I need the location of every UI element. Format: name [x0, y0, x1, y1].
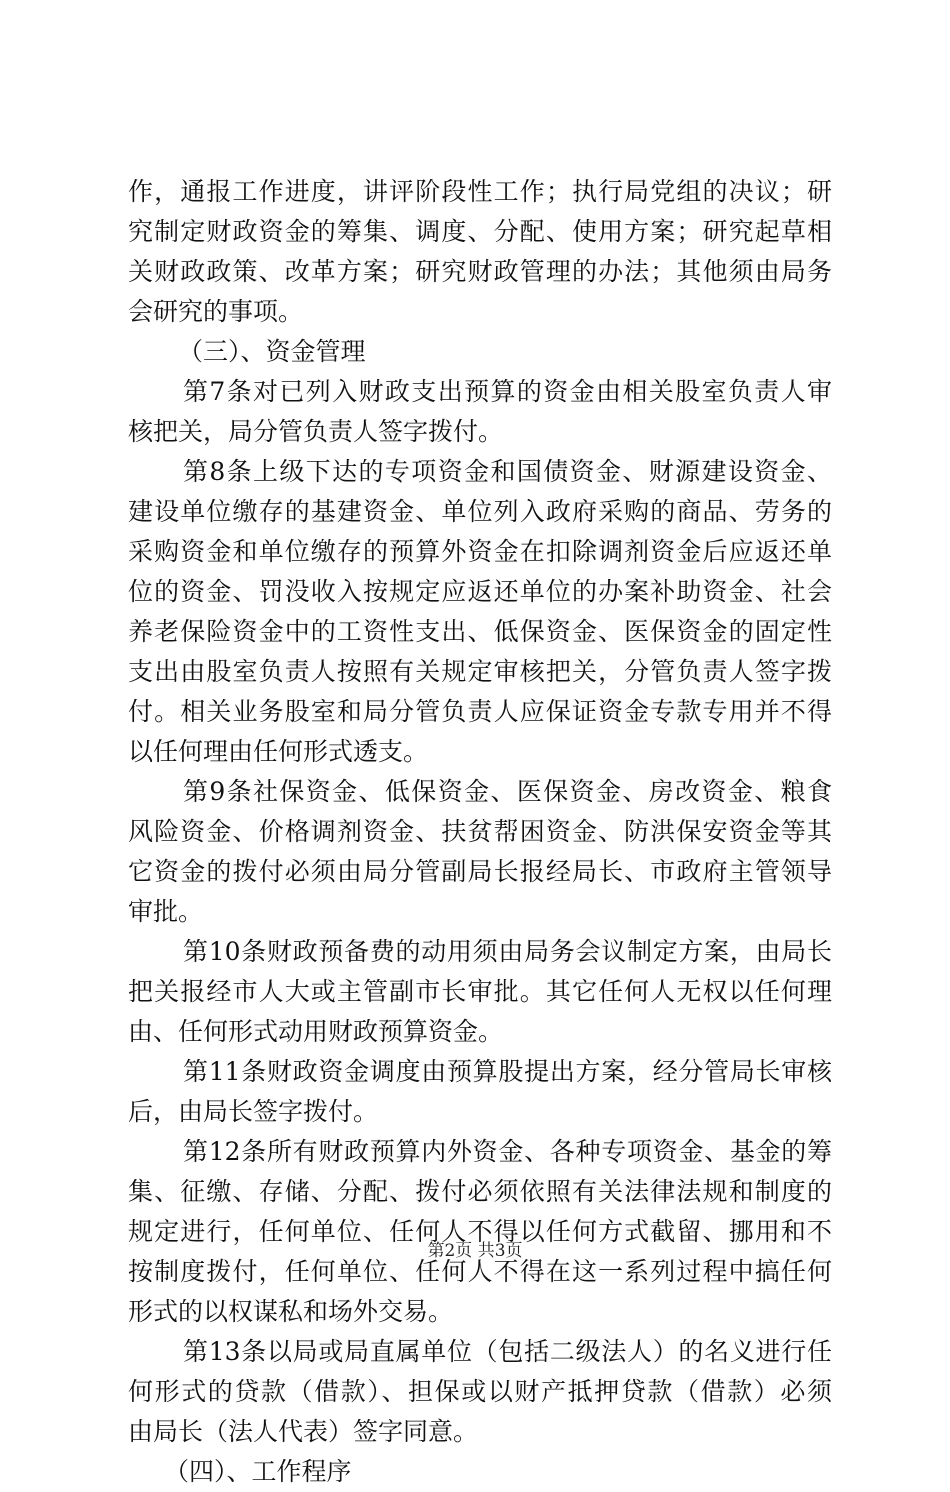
text-line: 关财政政策、改革方案；研究财政管理的办法；其他须由局务 [128, 257, 832, 286]
text-line: 以任何理由任何形式透支。 [128, 737, 429, 766]
text-line: 由局长（法人代表）签字同意。 [128, 1417, 479, 1446]
text-line: 把关报经市人大或主管副市长审批。其它任何人无权以任何理 [128, 977, 832, 1006]
text-line: 付。相关业务股室和局分管负责人应保证资金专款专用并不得 [128, 697, 832, 726]
text-line: 规定进行，任何单位、任何人不得以任何方式截留、挪用和不 [128, 1217, 832, 1246]
text-line: 采购资金和单位缴存的预算外资金在扣除调剂资金后应返还单 [128, 537, 832, 566]
text-line: 后，由局长签字拨付。 [128, 1097, 379, 1126]
text-line: 风险资金、价格调剂资金、扶贫帮困资金、防洪保安资金等其 [128, 817, 832, 846]
text-line: 第9条社保资金、低保资金、医保资金、房改资金、粮食 [183, 777, 832, 806]
text-line: 究制定财政资金的筹集、调度、分配、使用方案；研究起草相 [128, 217, 832, 246]
body-text [128, 172, 832, 1492]
section-heading: （四）、工作程序 [164, 1457, 352, 1486]
text-line: 会研究的事项。 [128, 297, 304, 326]
text-line: 审批。 [128, 897, 204, 926]
text-line: 形式的以权谋私和场外交易。 [128, 1297, 454, 1326]
text-line: 第7条对已列入财政支出预算的资金由相关股室负责人审 [183, 377, 832, 406]
section-heading: （三）、资金管理 [178, 337, 366, 366]
text-line: 支出由股室负责人按照有关规定审核把关，分管负责人签字拨 [128, 657, 832, 686]
text-line: 作，通报工作进度，讲评阶段性工作；执行局党组的决议；研 [128, 177, 832, 206]
page-footer: 第2页 共3页 [427, 1241, 523, 1261]
text-line: 位的资金、罚没收入按规定应返还单位的办案补助资金、社会 [128, 577, 832, 606]
text-line: 第13条以局或局直属单位（包括二级法人）的名义进行任 [183, 1337, 832, 1366]
text-line: 由、任何形式动用财政预算资金。 [128, 1017, 504, 1046]
text-line: 建设单位缴存的基建资金、单位列入政府采购的商品、劳务的 [128, 497, 832, 526]
text-line: 集、征缴、存储、分配、拨付必须依照有关法律法规和制度的 [128, 1177, 832, 1206]
text-line: 核把关，局分管负责人签字拨付。 [128, 417, 504, 446]
text-line: 按制度拨付，任何单位、任何人不得在这一系列过程中搞任何 [128, 1257, 832, 1286]
text-line: 它资金的拨付必须由局分管副局长报经局长、市政府主管领导 [128, 857, 832, 886]
text-line: 第10条财政预备费的动用须由局务会议制定方案，由局长 [183, 937, 832, 966]
text-line: 何形式的贷款（借款）、担保或以财产抵押贷款（借款）必须 [128, 1377, 832, 1406]
text-line: 第11条财政资金调度由预算股提出方案，经分管局长审核 [183, 1057, 832, 1086]
text-line: 第12条所有财政预算内外资金、各种专项资金、基金的筹 [183, 1137, 832, 1166]
text-line: 养老保险资金中的工资性支出、低保资金、医保资金的固定性 [128, 617, 832, 646]
text-line: 第8条上级下达的专项资金和国债资金、财源建设资金、 [183, 457, 832, 486]
